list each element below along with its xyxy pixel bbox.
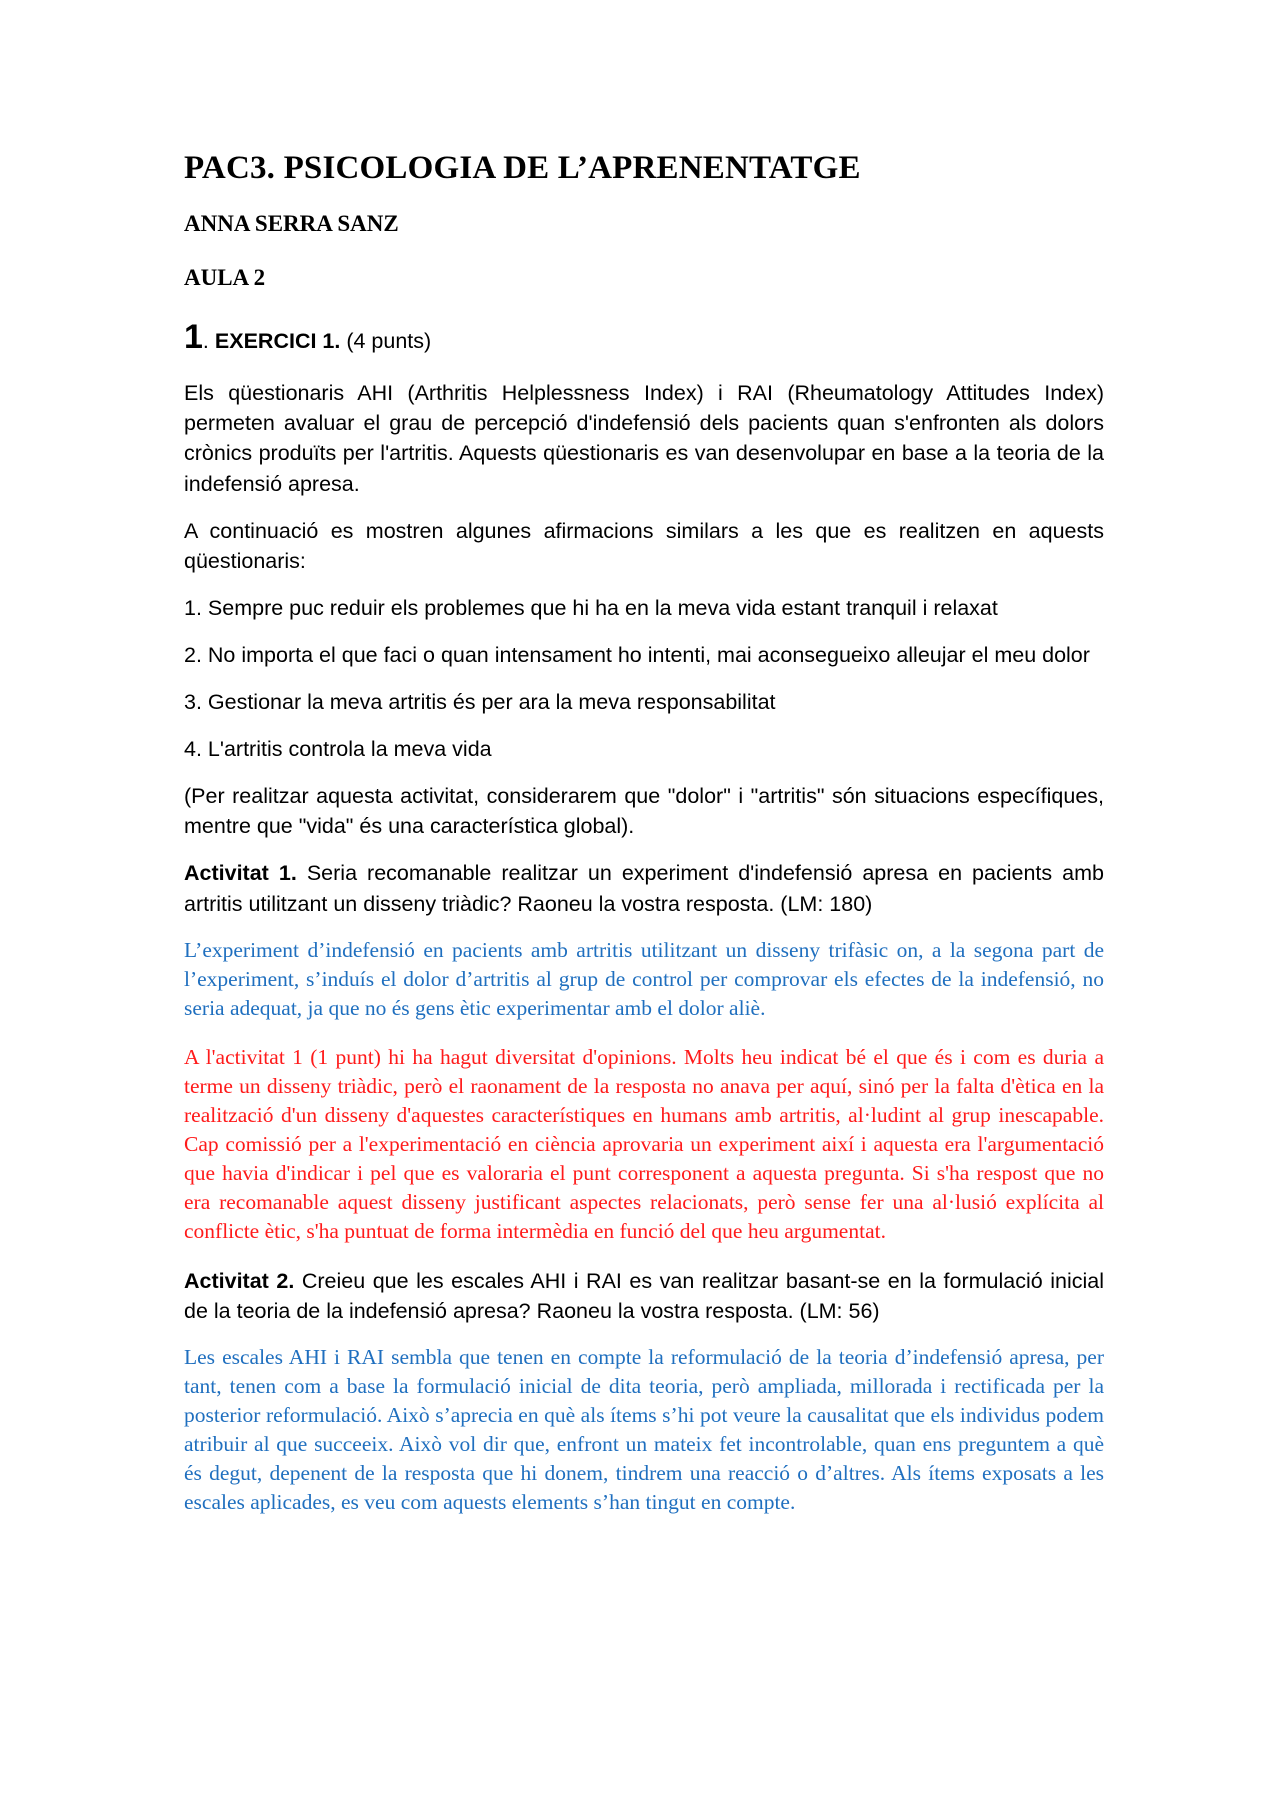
- activity-note: (Per realitzar aquesta activitat, considerarem que "dolor" i "artritis" són situacions específiques, mentre que "vida" és una característica global).: [184, 784, 1104, 839]
- author-name: ANNA SERRA SANZ: [184, 211, 399, 237]
- activity-2-answer: Les escales AHI i RAI sembla que tenen en compte la reformulació de la teoria d’indefensió apresa, per tant, tenen com a base la formulació inicial de dita teoria, però ampliada, millorada i rectificada per la posterior reformulació. Això s’aprecia en què als ítems s’hi pot veure la causalitat que els individus podem atribuir al que succeeix. Això vol dir que, enfront un mateix fet incontrolable, quan ens preguntem a què és degut, depenent de la resposta que hi donem, tindrem una reacció o d’altres. Als ítems exposats a les escales aplicades, es veu com aquests elements s’han tingut en compte.: [184, 1344, 1104, 1515]
- document-page: [184, 150, 1128, 1537]
- statement-item: 2. No importa el que faci o quan intensament ho intenti, mai aconsegueixo alleujar el meu dolor: [184, 642, 1090, 667]
- intro-lead-in: A continuació es mostren algunes afirmacions similars a les que es realitzen en aquests qüestionaris:: [184, 518, 1104, 573]
- activity-1-question-text: Seria recomanable realitzar un experiment d'indefensió apresa en pacients amb artritis utilitzant un disseny triàdic? Raoneu la vostra resposta. (LM: 180): [184, 861, 1104, 916]
- exercise-points: (4 punts): [346, 329, 432, 354]
- document-title: PAC3. PSICOLOGIA DE L’APRENENTATGE: [184, 150, 861, 186]
- statement-item: 3. Gestionar la meva artritis és per ara la meva responsabilitat: [184, 690, 776, 715]
- exercise-label: EXERCICI 1.: [214, 329, 341, 354]
- activity-1-answer: L’experiment d’indefensió en pacients amb artritis utilitzant un disseny trifàsic on, a la segona part de l’experiment, s’induís el dolor d’artritis al grup de control per comprovar els efectes de la indefensió, no seria adequat, ja que no és gens ètic experimentar amb el dolor aliè.: [184, 937, 1104, 1020]
- intro-paragraph: Els qüestionaris AHI (Arthritis Helplessness Index) i RAI (Rheumatology Attitudes Index) permeten avaluar el grau de percepció d'indefensió dels pacients quan s'enfronten als dolors crònics produïts per l'artritis. Aquests qüestionaris es van desenvolupar en base a la teoria de la indefensió apresa.: [184, 381, 1128, 496]
- exercise-dot: .: [202, 329, 209, 354]
- exercise-heading: [184, 317, 1104, 358]
- activity-2-label: Activitat 2.: [184, 1268, 295, 1293]
- activity-1-label: Activitat 1.: [184, 861, 297, 886]
- exercise-number: 1: [184, 318, 203, 357]
- activity-2-question-text: Creieu que les escales AHI i RAI es van realitzar basant-se en la formulació inicial de la teoria de la indefensió apresa? Raoneu la vostra resposta. (LM: 56): [184, 1268, 1104, 1323]
- activity-1-question: [184, 858, 1104, 918]
- activity-2-question: [184, 1266, 1104, 1326]
- statement-item: 1. Sempre puc reduir els problemes que hi ha en la meva vida estant tranquil i relaxat: [184, 595, 998, 620]
- statement-item: 4. L'artritis controla la meva vida: [184, 737, 492, 762]
- activity-1-feedback: A l'activitat 1 (1 punt) hi ha hagut diversitat d'opinions. Molts heu indicat bé el que és i com es duria a terme un disseny triàdic, però el raonament de la resposta no anava per aquí, sinó per la falta d'ètica en la realització d'un disseny d'aquestes característiques en humans amb artritis, al·ludint al grup inescapable. Cap comissió per a l'experimentació en ciència aprovaria un experiment així i aquesta era l'argumentació que havia d'indicar i pel que es valoraria el punt corresponent a aquesta pregunta. Si s'ha respost que no era recomanable aquest disseny justificant aspectes relacionats, però sense fer una al·lusió explícita al conflicte ètic, s'ha puntuat de forma intermèdia en funció del que heu argumentat.: [184, 1044, 1104, 1243]
- classroom-label: AULA 2: [184, 264, 266, 290]
